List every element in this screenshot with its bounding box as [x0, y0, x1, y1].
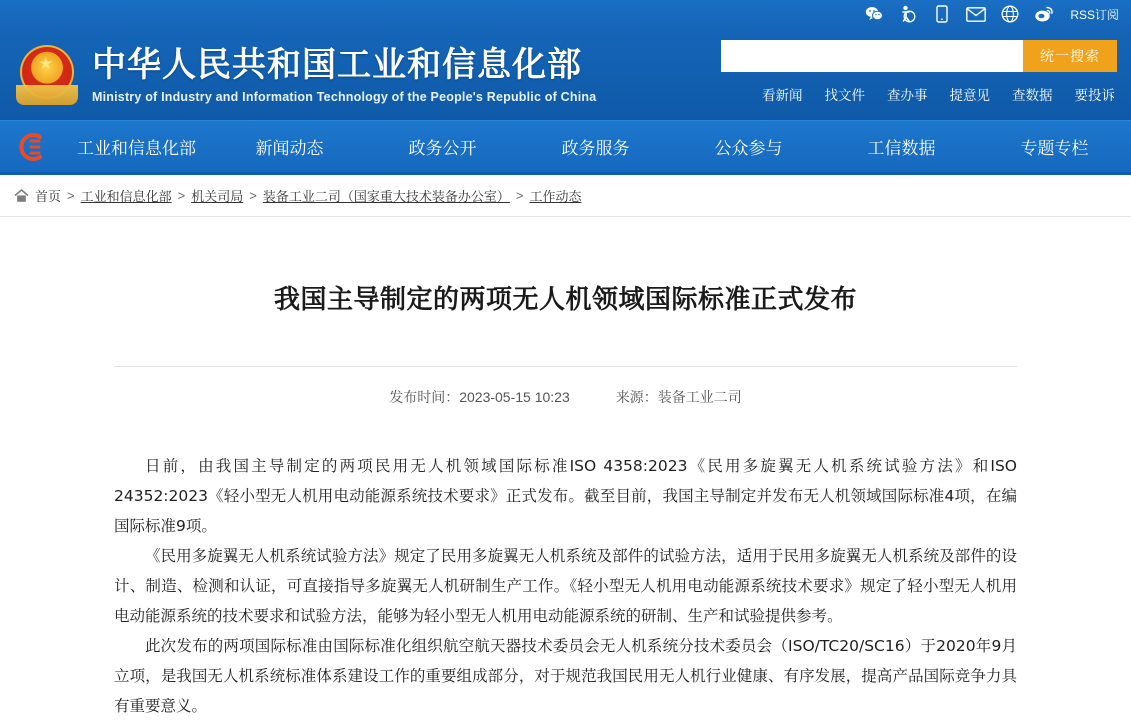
article-body: [86, 421, 1045, 721]
nav-item-news[interactable]: 新闻动态: [255, 139, 324, 158]
source-value: 装备工业二司: [657, 388, 742, 405]
quick-link-feedback[interactable]: 提意见: [949, 88, 990, 103]
national-emblem-icon: ★: [16, 43, 78, 105]
publish-time-group: [389, 387, 570, 407]
article-paragraph: 日前，由我国主导制定的两项民用无人机领域国际标准ISO 4358:2023《民用多旋翼无人机系统试验方法》和ISO 24352:2023《轻小型无人机用电动能源系统技术要求》正式发布。截至目前，我国主导制定并发布无人机领域国际标准4项，在编国际标准9项。: [114, 456, 1017, 535]
breadcrumb: [0, 175, 1131, 217]
weibo-icon[interactable]: [1034, 4, 1054, 24]
quick-link-complaint[interactable]: 要投诉: [1074, 88, 1115, 103]
breadcrumb-item-home[interactable]: 首页: [35, 189, 62, 204]
nav-item-special-topics[interactable]: 专题专栏: [1020, 139, 1089, 158]
nav-item-government-services[interactable]: 政务服务: [561, 139, 630, 158]
breadcrumb-item-departments[interactable]: 机关司局: [191, 189, 244, 204]
home-icon: [14, 189, 29, 203]
globe-icon[interactable]: [1000, 4, 1020, 24]
site-title-cn: 中华人民共和国工业和信息化部: [92, 45, 582, 84]
article-container: [0, 234, 1131, 720]
quick-links: [762, 84, 1117, 104]
breadcrumb-separator: >: [177, 188, 186, 203]
source-label: 来源：: [615, 388, 658, 405]
breadcrumb-item-work-updates[interactable]: 工作动态: [529, 189, 582, 204]
quick-link-news[interactable]: 看新闻: [762, 88, 803, 103]
miit-logo-icon: [10, 126, 52, 168]
search-row: [721, 40, 1117, 72]
top-icon-group: [864, 4, 1119, 24]
nav-item-government-affairs[interactable]: 政务公开: [408, 139, 477, 158]
breadcrumb-separator: >: [515, 188, 524, 203]
site-header: [0, 28, 1131, 120]
publish-time-label: 发布时间：: [389, 388, 460, 405]
nav-item-public-participation[interactable]: 公众参与: [714, 139, 783, 158]
article-paragraph: 《民用多旋翼无人机系统试验方法》规定了民用多旋翼无人机系统及部件的试验方法，适用于民用多旋翼无人机系统及部件的设计、制造、检测和认证，可直接指导多旋翼无人机研制生产工作。《轻小型无人机用电动能源系统技术要求》规定了轻小型无人机用电动能源系统的技术要求和试验方法，能够为轻小型无人机用电动能源系统的研制、生产和试验提供参考。: [114, 546, 1017, 625]
accessibility-icon[interactable]: [898, 4, 918, 24]
wechat-icon[interactable]: [864, 4, 884, 24]
article-meta: [86, 367, 1045, 421]
main-navigation: [0, 120, 1131, 172]
breadcrumb-item-equipment-dept[interactable]: 装备工业二司（国家重大技术装备办公室）: [262, 189, 510, 204]
site-title-block: [92, 45, 596, 104]
mobile-icon[interactable]: [932, 4, 952, 24]
nav-item-industry-data[interactable]: 工信数据: [867, 139, 936, 158]
source-group: [616, 387, 742, 407]
quick-link-documents[interactable]: 找文件: [824, 88, 865, 103]
nav-item-list: [60, 134, 1131, 159]
breadcrumb-separator: >: [249, 188, 257, 203]
site-title-en: Ministry of Industry and Information Technology of the People's Republic of China: [92, 89, 597, 104]
top-utility-bar: [0, 0, 1131, 28]
search-button[interactable]: 统一搜索: [1023, 40, 1117, 72]
breadcrumb-item-miit[interactable]: 工业和信息化部: [80, 189, 172, 204]
article-title: 我国主导制定的两项无人机领域国际标准正式发布: [273, 284, 857, 315]
quick-link-services[interactable]: 查办事: [887, 88, 928, 103]
breadcrumb-separator: >: [67, 188, 75, 203]
search-input[interactable]: [721, 40, 1023, 72]
nav-item-miit[interactable]: 工业和信息化部: [77, 139, 196, 158]
publish-time-value: 2023-05-15 10:23: [459, 388, 570, 405]
search-area: [721, 40, 1117, 108]
mail-icon[interactable]: [966, 4, 986, 24]
rss-subscribe-link[interactable]: RSS订阅: [1070, 7, 1119, 22]
article-paragraph: 此次发布的两项国际标准由国际标准化组织航空航天器技术委员会无人机系统分技术委员会（ISO/TC20/SC16）于2020年9月立项，是我国无人机系统标准体系建设工作的重要组成部分，对于规范我国民用无人机行业健康、有序发展，提高产品国际竞争力具有重要意义。: [114, 636, 1017, 715]
quick-link-data[interactable]: 查数据: [1012, 88, 1053, 103]
